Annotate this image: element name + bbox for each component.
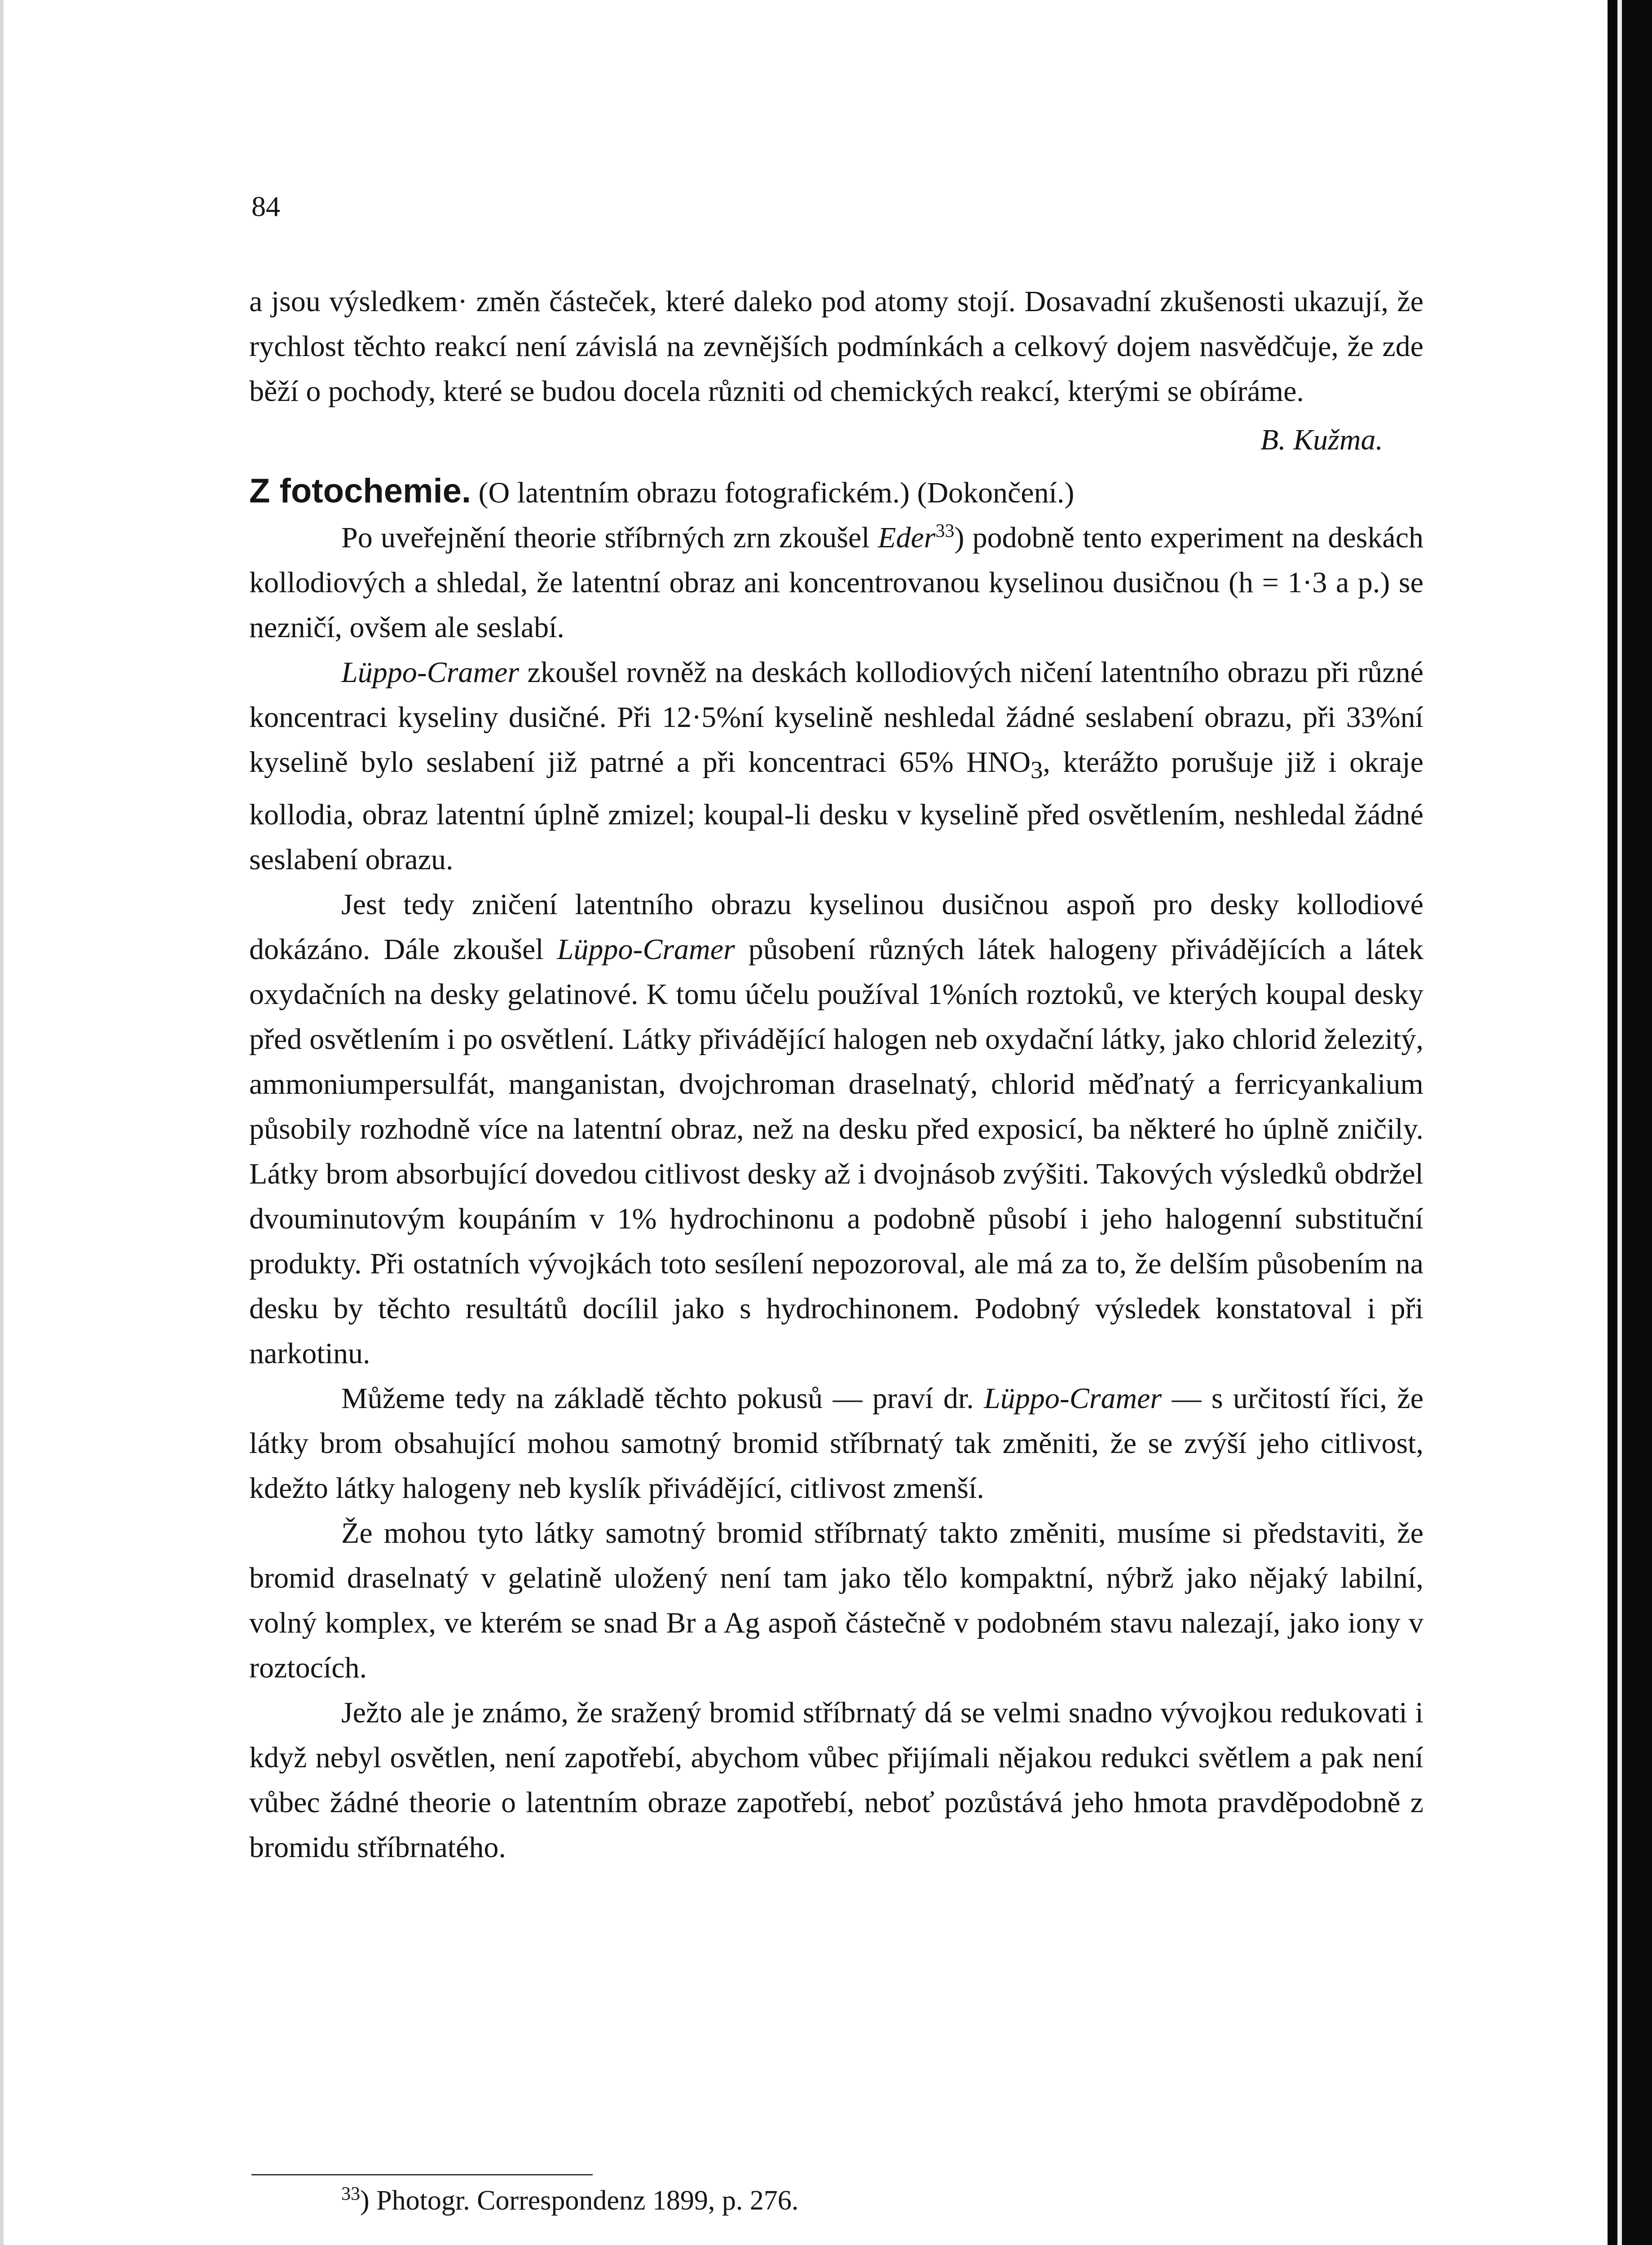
paragraph-3-text-a: Jest tedy zničení latentního obrazu kyselinou dusičnou aspoň pro desky kollodiové dokázáno. Dále zkoušel (249, 888, 1423, 966)
author-name-luppo-cramer: Lüppo-Cramer (557, 933, 735, 966)
author-signature: B. Kužma. (1260, 423, 1383, 456)
author-name-eder: Eder (878, 521, 936, 554)
scan-edge-right (1608, 0, 1652, 2245)
footnote-ref: 33 (935, 521, 955, 541)
page-body (249, 279, 1423, 1870)
paragraph-4-text-b: — s určitostí říci, že látky brom obsahující mohou samotný bromid stříbrnatý tak změniti, že se zvýší jeho citlivost, kdežto látky halogeny neb kyslík přivádějící, citlivost zmenší. (249, 1382, 1424, 1505)
paragraph-1-text-b: ) podobně tento experiment na deskách kollodiových a shledal, že latentní obraz ani koncentrovanou kyselinou dusičnou (h = 1·3 a p.) se nezničí, ovšem ale seslabí. (249, 521, 1423, 644)
paragraph-2 (249, 650, 1423, 882)
section-heading-line (249, 469, 1423, 515)
paragraph-1-text-a: Po uveřejnění theorie stříbrných zrn zkoušel (341, 521, 870, 554)
paragraph-4 (249, 1376, 1423, 1511)
section-heading: Z fotochemie (249, 472, 462, 510)
paragraph-2-text-b: , kterážto porušuje již i okraje kollodia, obraz latentní úplně zmizel; koupal-li desku v kyselině před osvětlením, neshledal žádné seslabení obrazu. (249, 746, 1423, 876)
paragraph-6: Ježto ale je známo, že sražený bromid stříbrnatý dá se velmi snadno vývojkou redukovati i když nebyl osvětlen, není zapotřebí, abychom vůbec přijímali nějakou redukci světlem a pak není vůbec žádné theorie o latentním obraze zapotřebí, neboť pozůstává jeho hmota pravděpodobně z bromidu stříbrnatého. (249, 1696, 1423, 1864)
footnote-divider (251, 2174, 593, 2175)
paragraph-5: Že mohou tyto látky samotný bromid stříbrnatý takto změniti, musíme si představiti, že bromid draselnatý v gelatině uložený není tam jako tělo kompaktní, nýbrž jako nějaký labilní, volný komplex, ve kterém se snad Br a Ag aspoň částečně v podobném stavu nalezají, jako iony v roztocích. (249, 1517, 1423, 1685)
intro-paragraph: a jsou výsledkem· změn částeček, které daleko pod atomy stojí. Dosavadní zkušenosti ukazují, že rychlost těchto reakcí není závislá na zevnějších podmínkách a celkový dojem nasvědčuje, že zde běží o pochody, které se budou docela různiti od chemických reakcí, kterými se obíráme. (249, 285, 1423, 408)
author-name-luppo-cramer: Lüppo-Cramer (341, 656, 520, 689)
footnote (341, 2181, 798, 2220)
paragraph-3-text-b: působení různých látek halogeny přivádějících a látek oxydačních na desky gelatinové. K tomu účelu používal 1%ních roztoků, ve kterých koupal desky před osvětlením i po osvětlení. Látky přivádějící halogen neb oxydační látky, jako chlorid železitý, ammoniumpersulfát, manganistan, dvojchroman draselnatý, chlorid měďnatý a ferricyankalium působily rozhodně více na latentní obraz, než na desku před exposicí, ba některé ho úplně zničily. Látky brom absorbující dovedou citlivost desky až i dvojnásob zvýšiti. Takových výsledků obdržel dvouminutovým koupáním v 1% hydrochinonu a podobně působí i jeho halogenní substituční produkty. Při ostatních vývojkách toto sesílení nepozoroval, ale má za to, že delším působením na desku by těchto resultátů docílil jako s hydrochinonem. Podobný výsledek konstatoval i při narkotinu. (249, 933, 1423, 1370)
footnote-number: 33 (341, 2183, 360, 2205)
page-number: 84 (251, 190, 280, 222)
paragraph-2-text-a: zkoušel rovněž na deskách kollodiových ničení latentního obrazu při různé koncentraci kyseliny dusičné. Při 12·5%ní kyselině neshledal žádné seslabení obrazu, při 33%ní kyselině bylo seslabení již patrné a při koncentraci 65% HNO (249, 656, 1423, 779)
paragraph-4-text-a: Můžeme tedy na základě těchto pokusů — praví dr. (341, 1382, 974, 1415)
heading-period: . (461, 472, 471, 510)
author-name-luppo-cramer: Lüppo-Cramer (984, 1382, 1162, 1415)
paragraph-1 (249, 515, 1423, 650)
footnote-text: ) Photogr. Correspondenz 1899, p. 276. (360, 2185, 799, 2216)
paragraph-3 (249, 882, 1423, 1376)
scan-edge-left (0, 0, 4, 2245)
chemical-subscript: 3 (1031, 756, 1043, 784)
section-subheading: (O latentním obrazu fotografickém.) (Dokončení.) (478, 476, 1075, 509)
